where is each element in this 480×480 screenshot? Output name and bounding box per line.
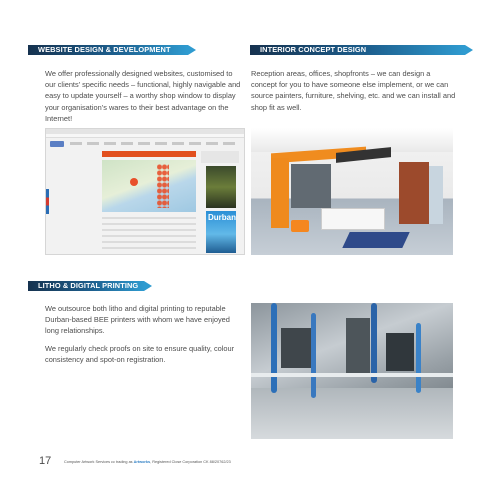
section-heading-interior: INTERIOR CONCEPT DESIGN	[250, 45, 465, 55]
site-nav	[70, 142, 240, 145]
web-description: We offer professionally designed websites, customised to our clients’ specific needs – functional, highly navigable and easy to update yourself – a worthy shop window to display your organisation’s wares to their best advantage on the Internet!	[45, 69, 241, 123]
machine-pipe	[271, 303, 277, 393]
site-map	[102, 160, 196, 212]
footer-text-start: Computer Artwork Services cc trading as	[64, 460, 134, 464]
section-heading-litho: LITHO & DIGITAL PRINTING	[28, 281, 144, 291]
machine-pipe	[416, 323, 421, 393]
page-number: 17	[39, 455, 52, 467]
site-sidebar-box	[201, 151, 239, 163]
interior-render-image	[251, 128, 453, 255]
render-door	[429, 166, 443, 224]
render-rug	[342, 232, 409, 248]
machine-base	[251, 388, 453, 439]
render-grey-wall	[291, 164, 331, 208]
site-ad-image	[206, 166, 236, 208]
website-screenshot-image	[45, 128, 245, 255]
machine-block	[281, 328, 311, 368]
footer-text-end: , Registered Close Corporation CK 88/20762/23	[150, 460, 231, 464]
ad-durban-text: Durban	[208, 213, 236, 222]
site-listing-rows	[102, 217, 196, 251]
section-heading-web: WEBSITE DESIGN & DEVELOPMENT	[28, 45, 188, 55]
machine-pipe	[311, 313, 316, 398]
site-logo	[50, 141, 64, 147]
litho-quality-description: We regularly check proofs on site to ensure quality, colour consistency and spot-on registration.	[45, 344, 235, 365]
machine-block	[386, 333, 414, 371]
footer-legal	[64, 460, 231, 464]
machine-rod	[251, 373, 453, 377]
render-orange-pillar	[271, 158, 289, 228]
browser-bookmark-bar	[46, 134, 244, 138]
printing-machine-photo	[251, 303, 453, 439]
footer-brand: Artworks	[133, 460, 151, 464]
litho-description: We outsource both litho and digital printing to reputable Durban-based BEE printers with whom we have enjoyed long relationships.	[45, 304, 230, 336]
site-orange-header	[102, 151, 196, 157]
machine-block	[346, 318, 370, 373]
site-side-stripe	[46, 189, 49, 214]
render-shelf	[399, 162, 429, 224]
render-reception-desk	[321, 208, 385, 230]
machine-pipe	[371, 303, 377, 383]
interior-description: Reception areas, offices, shopfronts – we can design a concept for you to have someone else implement, or we can source painters, furniture, shelving, etc. and we can install and shop fit as well.	[251, 69, 456, 112]
render-chair	[291, 220, 309, 232]
